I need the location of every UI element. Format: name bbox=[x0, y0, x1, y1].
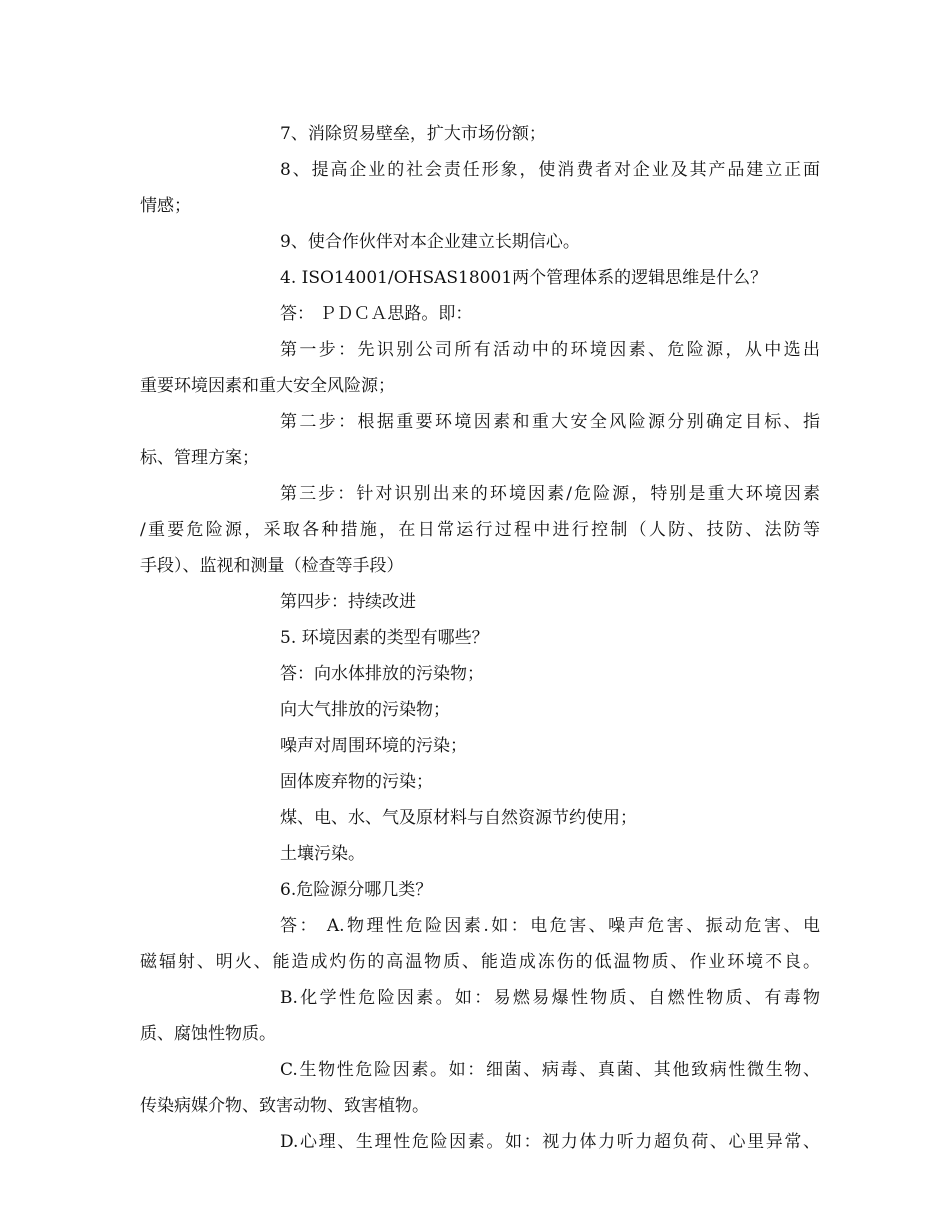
text-line: 第三步：针对识别出来的环境因素/危险源，特别是重大环境因素 bbox=[280, 484, 820, 504]
text-line: 噪声对周围环境的污染； bbox=[280, 736, 467, 756]
text-line: 9、使合作伙伴对本企业建立长期信心。 bbox=[280, 232, 580, 252]
text-line: 质、腐蚀性物质。 bbox=[140, 1024, 276, 1044]
text-line: 向大气排放的污染物； bbox=[280, 700, 450, 720]
section-heading: 6.危险源分哪几类？ bbox=[280, 880, 433, 900]
text-line: 8、提高企业的社会责任形象，使消费者对企业及其产品建立正面 bbox=[280, 160, 820, 180]
text-line: 第一步：先识别公司所有活动中的环境因素、危险源，从中选出 bbox=[280, 340, 820, 360]
text-line: 第二步：根据重要环境因素和重大安全风险源分别确定目标、指 bbox=[280, 412, 820, 432]
text-line: B.化学性危险因素。如：易燃易爆性物质、自燃性物质、有毒物 bbox=[280, 988, 820, 1008]
text-line: 煤、电、水、气及原材料与自然资源节约使用； bbox=[280, 808, 637, 828]
text-line: 7、消除贸易壁垒，扩大市场份额； bbox=[280, 124, 546, 144]
text-line: 手段）、监视和测量（检查等手段） bbox=[140, 556, 404, 576]
text-line: 重要环境因素和重大安全风险源； bbox=[140, 376, 395, 396]
text-line: 土壤污染。 bbox=[280, 844, 365, 864]
text-line: C.生物性危险因素。如：细菌、病毒、真菌、其他致病性微生物、 bbox=[280, 1060, 820, 1080]
text-line: 答： A.物理性危险因素.如：电危害、噪声危害、振动危害、电 bbox=[280, 916, 820, 936]
text-line: /重要危险源，采取各种措施，在日常运行过程中进行控制（人防、技防、法防等 bbox=[140, 520, 820, 540]
section-heading: 5. 环境因素的类型有哪些？ bbox=[280, 628, 489, 648]
text-line: 固体废弃物的污染； bbox=[280, 772, 433, 792]
text-line: 情感； bbox=[140, 196, 191, 216]
text-line: 答：向水体排放的污染物； bbox=[280, 664, 484, 684]
document-page bbox=[140, 116, 820, 1160]
text-line: 磁辐射、明火、能造成灼伤的高温物质、能造成冻伤的低温物质、作业环境不良。 bbox=[140, 952, 820, 972]
text-line: 标、管理方案； bbox=[140, 448, 259, 468]
text-line: 答： ＰＤＣＡ思路。即： bbox=[280, 304, 473, 324]
section-heading: 4. ISO14001/OHSAS18001两个管理体系的逻辑思维是什么？ bbox=[280, 268, 768, 288]
text-line: D.心理、生理性危险因素。如：视力体力听力超负荷、心里异常、 bbox=[280, 1132, 820, 1152]
text-line: 传染病媒介物、致害动物、致害植物。 bbox=[140, 1096, 429, 1116]
text-line: 第四步：持续改进 bbox=[280, 592, 416, 612]
